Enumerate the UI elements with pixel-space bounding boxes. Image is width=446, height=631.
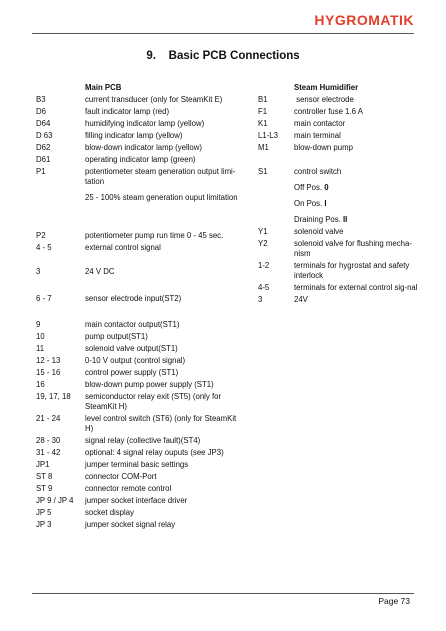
row-code: JP 9 / JP 4 <box>36 496 74 505</box>
table-row <box>36 356 246 366</box>
table-row <box>258 107 423 117</box>
row-desc: solenoid valve for flushing mecha-nism <box>294 239 412 258</box>
table-row <box>36 294 246 304</box>
row-code: 16 <box>36 380 45 389</box>
row-desc: control power supply (ST1) <box>85 368 179 377</box>
row-code: 1-2 <box>258 261 270 270</box>
row-code: 12 - 13 <box>36 356 61 365</box>
row-desc: blow-down indicator lamp (yellow) <box>85 143 202 152</box>
row-code: 4-5 <box>258 283 270 292</box>
table-row <box>36 320 246 330</box>
table-row <box>36 472 246 482</box>
table-row <box>36 95 246 105</box>
row-desc: jumper socket interface driver <box>85 496 188 505</box>
row-desc: main contactor output(ST1) <box>85 320 180 329</box>
row-code: B1 <box>258 95 268 104</box>
row-desc: fault indicator lamp (red) <box>85 107 170 116</box>
main-pcb-heading-row <box>36 83 246 93</box>
table-row <box>36 344 246 354</box>
table-row <box>36 193 246 203</box>
table-row <box>36 332 246 342</box>
table-row <box>36 484 246 494</box>
table-row <box>258 95 423 105</box>
table-row <box>36 107 246 117</box>
row-code: L1-L3 <box>258 131 278 140</box>
row-code: 4 - 5 <box>36 243 52 252</box>
table-row <box>258 239 423 259</box>
row-code: 11 <box>36 344 45 353</box>
row-desc: main contactor <box>294 119 346 128</box>
table-row <box>36 392 246 412</box>
section-title: 9. Basic PCB Connections <box>146 50 300 62</box>
table-row <box>36 155 246 165</box>
row-desc: 25 - 100% steam generation ouput limitation <box>85 193 238 202</box>
row-code: B3 <box>36 95 46 104</box>
row-desc: sensor electrode <box>294 95 354 104</box>
row-desc: potentiometer steam generation output limi-tation <box>85 167 236 186</box>
row-desc: level control switch (ST6) (only for SteamKit H) <box>85 414 237 433</box>
brand-logo: HYGROMATIK <box>314 12 414 28</box>
row-code: P2 <box>36 231 46 240</box>
row-desc: 0-10 V output (control signal) <box>85 356 186 365</box>
row-code: 9 <box>36 320 41 329</box>
switch-position-label: Draining Pos. <box>294 215 343 224</box>
table-row <box>36 119 246 129</box>
row-code: F1 <box>258 107 268 116</box>
table-row <box>258 131 423 141</box>
table-row <box>36 460 246 470</box>
table-row <box>258 261 423 281</box>
row-desc: terminals for hygrostat and safety interlock <box>294 261 410 280</box>
row-desc: potentiometer pump run time 0 - 45 sec. <box>85 231 224 240</box>
row-code: D6 <box>36 107 46 116</box>
table-row <box>258 283 423 293</box>
steam-humidifier-heading-row <box>258 83 423 93</box>
page-number: Page 73 <box>378 596 410 606</box>
row-code: K1 <box>258 119 268 128</box>
row-code: D64 <box>36 119 51 128</box>
row-desc: 24V <box>294 295 308 304</box>
row-code: M1 <box>258 143 269 152</box>
row-desc: signal relay (collective fault)(ST4) <box>85 436 201 445</box>
switch-position-row <box>258 183 423 193</box>
bottom-rule <box>32 593 414 594</box>
row-code: P1 <box>36 167 46 176</box>
switch-position-row <box>258 215 423 225</box>
table-row <box>36 414 246 434</box>
row-desc: controller fuse 1.6 A <box>294 107 363 116</box>
table-row <box>36 167 246 187</box>
row-code: JP 5 <box>36 508 52 517</box>
table-row <box>36 131 246 141</box>
row-code: 28 - 30 <box>36 436 61 445</box>
table-row <box>36 380 246 390</box>
row-desc: terminals for external control sig-nal <box>294 283 418 292</box>
row-desc: humidifying indicator lamp (yellow) <box>85 119 205 128</box>
row-code: 31 - 42 <box>36 448 61 457</box>
table-row <box>258 295 423 305</box>
row-code: 6 - 7 <box>36 294 52 303</box>
row-code: 3 <box>36 267 41 276</box>
row-desc: 24 V DC <box>85 267 115 276</box>
table-row <box>258 227 423 237</box>
switch-position-value: II <box>342 215 348 224</box>
switch-position-row <box>258 199 423 209</box>
switch-position-label: On Pos. <box>294 199 325 208</box>
row-desc: external control signal <box>85 243 161 252</box>
row-desc: socket display <box>85 508 134 517</box>
table-row <box>36 243 246 253</box>
row-desc: solenoid valve output(ST1) <box>85 344 178 353</box>
table-row <box>258 143 423 153</box>
row-code: JP1 <box>36 460 50 469</box>
row-desc: solenoid valve <box>294 227 344 236</box>
row-code: 3 <box>258 295 263 304</box>
row-desc: sensor electrode input(ST2) <box>85 294 182 303</box>
table-row <box>258 167 423 177</box>
main-pcb-heading: Main PCB <box>85 83 122 92</box>
row-code: 10 <box>36 332 45 341</box>
row-code: 19, 17, 18 <box>36 392 71 401</box>
switch-position-value: 0 <box>324 183 329 192</box>
row-code: D61 <box>36 155 51 164</box>
row-desc: jumper terminal basic settings <box>85 460 189 469</box>
row-code: 21 - 24 <box>36 414 61 423</box>
table-row <box>258 119 423 129</box>
steam-humidifier-column <box>258 83 423 307</box>
row-code: Y1 <box>258 227 268 236</box>
row-code: ST 9 <box>36 484 53 493</box>
table-row <box>36 508 246 518</box>
row-desc: blow-down pump <box>294 143 353 152</box>
row-code: Y2 <box>258 239 268 248</box>
row-desc: control switch <box>294 167 342 176</box>
row-desc: connector remote control <box>85 484 172 493</box>
row-desc: blow-down pump power supply (ST1) <box>85 380 214 389</box>
row-code: D 63 <box>36 131 53 140</box>
table-row <box>36 436 246 446</box>
row-code <box>36 193 85 203</box>
table-row <box>36 496 246 506</box>
row-desc: operating indicator lamp (green) <box>85 155 196 164</box>
row-desc: jumper socket signal relay <box>85 520 176 529</box>
row-code: 15 - 16 <box>36 368 61 377</box>
main-pcb-column <box>36 83 246 532</box>
row-code: ST 8 <box>36 472 53 481</box>
row-desc: current transducer (only for SteamKit E) <box>85 95 223 104</box>
switch-position-label: Off Pos. <box>294 183 325 192</box>
table-row <box>36 368 246 378</box>
row-desc: semiconductor relay exit (ST5) (only for SteamKit H) <box>85 392 222 411</box>
row-desc: main terminal <box>294 131 341 140</box>
top-rule <box>32 33 414 34</box>
row-code: JP 3 <box>36 520 52 529</box>
table-row <box>36 231 246 241</box>
row-desc: connector COM-Port <box>85 472 157 481</box>
row-desc: optional: 4 signal relay ouputs (see JP3) <box>85 448 224 457</box>
steam-humidifier-heading: Steam Humidifier <box>294 83 359 92</box>
table-row <box>36 143 246 153</box>
row-desc: pump output(ST1) <box>85 332 148 341</box>
switch-position-value: I <box>324 199 327 208</box>
row-code: S1 <box>258 167 268 176</box>
table-row <box>36 520 246 530</box>
table-row <box>36 448 246 458</box>
row-desc: filling indicator lamp (yellow) <box>85 131 183 140</box>
row-code: D62 <box>36 143 51 152</box>
table-row <box>36 267 246 277</box>
